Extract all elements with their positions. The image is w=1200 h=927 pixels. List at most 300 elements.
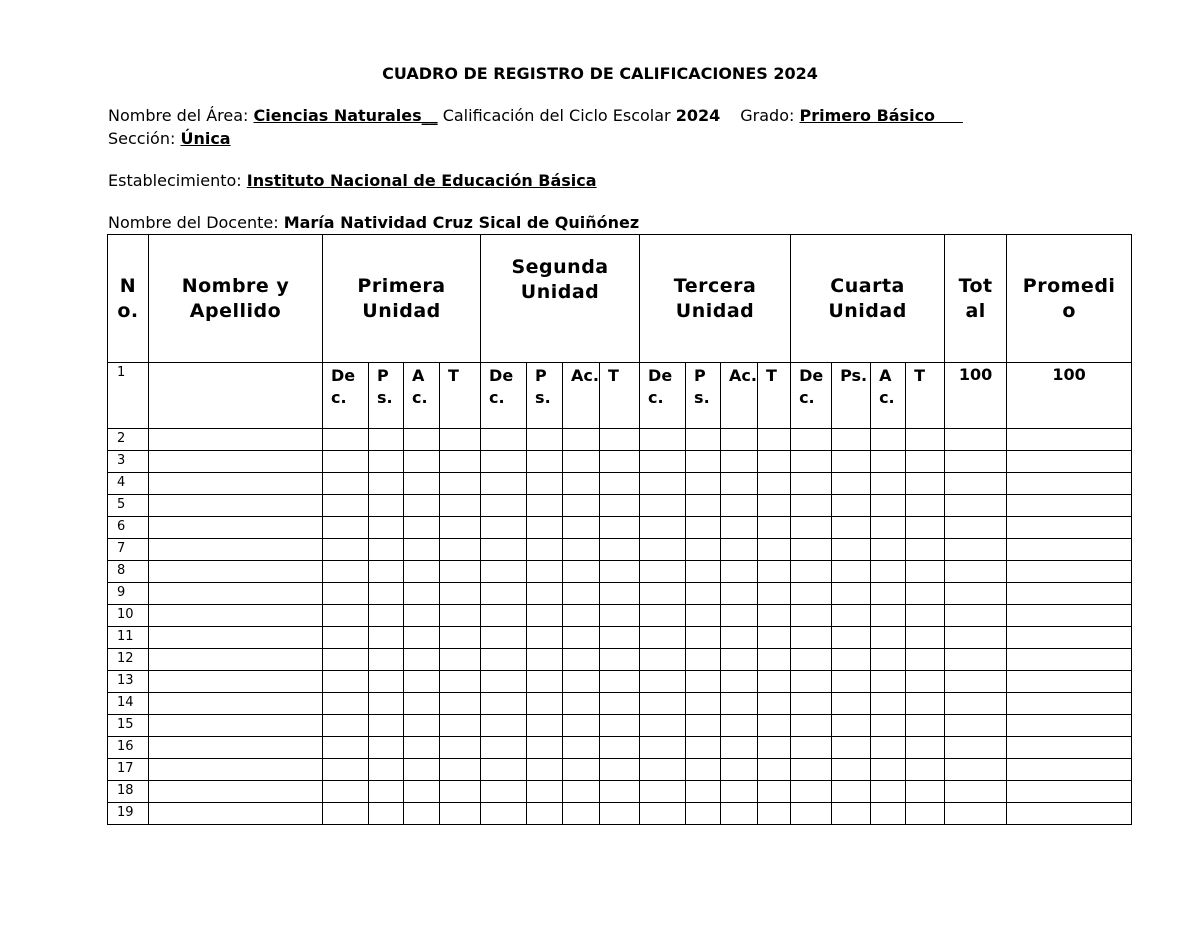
grade-cell[interactable] [600,561,640,583]
grade-cell[interactable] [563,583,600,605]
grade-cell[interactable] [945,803,1007,825]
grade-cell[interactable] [832,495,871,517]
grade-cell[interactable] [721,649,758,671]
grade-cell[interactable] [791,759,832,781]
name-cell[interactable] [149,429,323,451]
grade-cell[interactable] [404,671,440,693]
grade-cell[interactable] [404,737,440,759]
grade-cell[interactable] [686,781,721,803]
grade-cell[interactable] [600,517,640,539]
grade-cell[interactable] [527,627,563,649]
grade-cell[interactable] [600,539,640,561]
grade-cell[interactable] [832,473,871,495]
grade-cell[interactable] [832,759,871,781]
grade-cell[interactable] [686,583,721,605]
grade-cell[interactable] [1007,561,1132,583]
grade-cell[interactable] [563,561,600,583]
grade-cell[interactable] [481,803,527,825]
grade-cell[interactable] [600,693,640,715]
grade-cell[interactable] [600,451,640,473]
grade-cell[interactable] [640,803,686,825]
grade-cell[interactable] [1007,583,1132,605]
grade-cell[interactable] [686,539,721,561]
grade-cell[interactable] [758,803,791,825]
grade-cell[interactable] [640,583,686,605]
grade-cell[interactable] [369,495,404,517]
grade-cell[interactable] [600,627,640,649]
grade-cell[interactable] [323,737,369,759]
grade-cell[interactable] [945,715,1007,737]
grade-cell[interactable] [871,495,906,517]
grade-cell[interactable] [600,583,640,605]
grade-cell[interactable] [481,517,527,539]
name-cell[interactable] [149,803,323,825]
grade-cell[interactable] [791,517,832,539]
grade-cell[interactable] [440,803,481,825]
grade-cell[interactable] [791,627,832,649]
grade-cell[interactable] [1007,517,1132,539]
grade-cell[interactable] [945,561,1007,583]
grade-cell[interactable] [323,583,369,605]
grade-cell[interactable] [832,517,871,539]
grade-cell[interactable] [906,715,945,737]
grade-cell[interactable] [721,671,758,693]
grade-cell[interactable] [323,473,369,495]
grade-cell[interactable] [1007,495,1132,517]
grade-cell[interactable] [686,473,721,495]
grade-cell[interactable] [563,473,600,495]
grade-cell[interactable] [906,737,945,759]
grade-cell[interactable] [871,737,906,759]
grade-cell[interactable] [440,451,481,473]
grade-cell[interactable] [721,781,758,803]
grade-cell[interactable] [481,759,527,781]
grade-cell[interactable] [404,539,440,561]
grade-cell[interactable] [945,429,1007,451]
grade-cell[interactable] [440,583,481,605]
grade-cell[interactable] [481,473,527,495]
grade-cell[interactable] [686,495,721,517]
grade-cell[interactable] [563,671,600,693]
grade-cell[interactable] [1007,715,1132,737]
grade-cell[interactable] [600,649,640,671]
grade-cell[interactable] [906,759,945,781]
grade-cell[interactable] [481,605,527,627]
grade-cell[interactable] [906,495,945,517]
grade-cell[interactable] [369,781,404,803]
grade-cell[interactable] [563,693,600,715]
grade-cell[interactable] [404,583,440,605]
grade-cell[interactable] [481,693,527,715]
grade-cell[interactable] [871,671,906,693]
name-cell[interactable] [149,649,323,671]
grade-cell[interactable] [791,693,832,715]
grade-cell[interactable] [527,473,563,495]
grade-cell[interactable] [791,539,832,561]
grade-cell[interactable] [369,737,404,759]
grade-cell[interactable] [871,539,906,561]
grade-cell[interactable] [906,561,945,583]
grade-cell[interactable] [832,671,871,693]
grade-cell[interactable] [481,495,527,517]
grade-cell[interactable] [323,715,369,737]
grade-cell[interactable] [686,671,721,693]
grade-cell[interactable] [600,759,640,781]
grade-cell[interactable] [1007,605,1132,627]
grade-cell[interactable] [640,539,686,561]
grade-cell[interactable] [563,649,600,671]
grade-cell[interactable] [721,451,758,473]
grade-cell[interactable] [1007,429,1132,451]
name-cell[interactable] [149,473,323,495]
grade-cell[interactable] [440,561,481,583]
grade-cell[interactable] [527,781,563,803]
grade-cell[interactable] [721,539,758,561]
name-cell[interactable] [149,495,323,517]
grade-cell[interactable] [832,649,871,671]
grade-cell[interactable] [527,803,563,825]
grade-cell[interactable] [1007,759,1132,781]
grade-cell[interactable] [440,715,481,737]
name-cell[interactable] [149,781,323,803]
grade-cell[interactable] [945,495,1007,517]
grade-cell[interactable] [758,473,791,495]
grade-cell[interactable] [323,759,369,781]
grade-cell[interactable] [640,451,686,473]
grade-cell[interactable] [369,561,404,583]
grade-cell[interactable] [369,671,404,693]
grade-cell[interactable] [404,649,440,671]
grade-cell[interactable] [871,627,906,649]
grade-cell[interactable] [686,715,721,737]
grade-cell[interactable] [832,583,871,605]
name-cell[interactable] [149,539,323,561]
grade-cell[interactable] [832,715,871,737]
grade-cell[interactable] [1007,649,1132,671]
grade-cell[interactable] [527,715,563,737]
grade-cell[interactable] [758,627,791,649]
grade-cell[interactable] [440,649,481,671]
grade-cell[interactable] [404,517,440,539]
grade-cell[interactable] [758,671,791,693]
grade-cell[interactable] [686,649,721,671]
grade-cell[interactable] [563,781,600,803]
grade-cell[interactable] [404,627,440,649]
grade-cell[interactable] [440,671,481,693]
grade-cell[interactable] [323,605,369,627]
name-cell[interactable] [149,517,323,539]
name-cell[interactable] [149,583,323,605]
grade-cell[interactable] [563,715,600,737]
grade-cell[interactable] [906,473,945,495]
grade-cell[interactable] [563,627,600,649]
grade-cell[interactable] [563,803,600,825]
grade-cell[interactable] [640,495,686,517]
grade-cell[interactable] [323,649,369,671]
grade-cell[interactable] [481,781,527,803]
grade-cell[interactable] [323,517,369,539]
grade-cell[interactable] [791,561,832,583]
grade-cell[interactable] [871,649,906,671]
grade-cell[interactable] [404,429,440,451]
grade-cell[interactable] [600,737,640,759]
name-cell[interactable] [149,693,323,715]
grade-cell[interactable] [640,671,686,693]
grade-cell[interactable] [640,561,686,583]
grade-cell[interactable] [721,715,758,737]
grade-cell[interactable] [686,803,721,825]
grade-cell[interactable] [721,517,758,539]
grade-cell[interactable] [871,803,906,825]
grade-cell[interactable] [721,473,758,495]
grade-cell[interactable] [440,517,481,539]
grade-cell[interactable] [758,517,791,539]
grade-cell[interactable] [906,605,945,627]
grade-cell[interactable] [758,781,791,803]
grade-cell[interactable] [686,429,721,451]
grade-cell[interactable] [791,495,832,517]
name-cell[interactable] [149,561,323,583]
grade-cell[interactable] [906,451,945,473]
grade-cell[interactable] [871,605,906,627]
grade-cell[interactable] [481,539,527,561]
grade-cell[interactable] [906,671,945,693]
grade-cell[interactable] [1007,539,1132,561]
grade-cell[interactable] [640,693,686,715]
grade-cell[interactable] [758,583,791,605]
grade-cell[interactable] [440,473,481,495]
grade-cell[interactable] [945,781,1007,803]
name-cell[interactable] [149,715,323,737]
grade-cell[interactable] [871,781,906,803]
grade-cell[interactable] [323,451,369,473]
grade-cell[interactable] [906,803,945,825]
grade-cell[interactable] [686,451,721,473]
grade-cell[interactable] [404,495,440,517]
grade-cell[interactable] [906,627,945,649]
grade-cell[interactable] [369,429,404,451]
grade-cell[interactable] [832,781,871,803]
grade-cell[interactable] [906,517,945,539]
grade-cell[interactable] [721,429,758,451]
grade-cell[interactable] [323,539,369,561]
grade-cell[interactable] [686,517,721,539]
grade-cell[interactable] [758,649,791,671]
grade-cell[interactable] [871,693,906,715]
grade-cell[interactable] [721,627,758,649]
grade-cell[interactable] [871,429,906,451]
grade-cell[interactable] [721,583,758,605]
grade-cell[interactable] [1007,627,1132,649]
grade-cell[interactable] [369,605,404,627]
grade-cell[interactable] [906,583,945,605]
grade-cell[interactable] [600,671,640,693]
grade-cell[interactable] [791,605,832,627]
name-cell[interactable] [149,759,323,781]
grade-cell[interactable] [563,517,600,539]
grade-cell[interactable] [640,473,686,495]
grade-cell[interactable] [945,693,1007,715]
grade-cell[interactable] [481,649,527,671]
grade-cell[interactable] [686,561,721,583]
grade-cell[interactable] [563,759,600,781]
grade-cell[interactable] [721,561,758,583]
grade-cell[interactable] [600,429,640,451]
grade-cell[interactable] [404,561,440,583]
grade-cell[interactable] [369,517,404,539]
grade-cell[interactable] [832,605,871,627]
grade-cell[interactable] [791,649,832,671]
grade-cell[interactable] [440,693,481,715]
grade-cell[interactable] [563,429,600,451]
name-cell[interactable] [149,627,323,649]
grade-cell[interactable] [832,429,871,451]
grade-cell[interactable] [527,561,563,583]
grade-cell[interactable] [721,759,758,781]
grade-cell[interactable] [1007,671,1132,693]
grade-cell[interactable] [832,737,871,759]
grade-cell[interactable] [527,451,563,473]
grade-cell[interactable] [945,737,1007,759]
grade-cell[interactable] [600,803,640,825]
grade-cell[interactable] [871,473,906,495]
grade-cell[interactable] [481,561,527,583]
grade-cell[interactable] [640,715,686,737]
grade-cell[interactable] [563,737,600,759]
grade-cell[interactable] [945,473,1007,495]
grade-cell[interactable] [1007,737,1132,759]
grade-cell[interactable] [945,649,1007,671]
grade-cell[interactable] [481,627,527,649]
grade-cell[interactable] [640,737,686,759]
grade-cell[interactable] [906,693,945,715]
name-cell[interactable] [149,737,323,759]
grade-cell[interactable] [721,495,758,517]
grade-cell[interactable] [481,671,527,693]
grade-cell[interactable] [871,451,906,473]
grade-cell[interactable] [369,759,404,781]
grade-cell[interactable] [758,737,791,759]
grade-cell[interactable] [600,495,640,517]
grade-cell[interactable] [640,517,686,539]
name-cell[interactable] [149,451,323,473]
grade-cell[interactable] [791,429,832,451]
grade-cell[interactable] [404,715,440,737]
grade-cell[interactable] [758,495,791,517]
grade-cell[interactable] [871,715,906,737]
grade-cell[interactable] [369,693,404,715]
grade-cell[interactable] [686,759,721,781]
grade-cell[interactable] [832,451,871,473]
grade-cell[interactable] [791,715,832,737]
grade-cell[interactable] [758,693,791,715]
grade-cell[interactable] [1007,693,1132,715]
grade-cell[interactable] [369,627,404,649]
grade-cell[interactable] [440,781,481,803]
grade-cell[interactable] [721,737,758,759]
grade-cell[interactable] [369,649,404,671]
grade-cell[interactable] [945,583,1007,605]
grade-cell[interactable] [323,495,369,517]
grade-cell[interactable] [1007,451,1132,473]
grade-cell[interactable] [721,605,758,627]
grade-cell[interactable] [906,781,945,803]
grade-cell[interactable] [323,803,369,825]
grade-cell[interactable] [404,803,440,825]
grade-cell[interactable] [369,803,404,825]
grade-cell[interactable] [527,539,563,561]
grade-cell[interactable] [640,429,686,451]
grade-cell[interactable] [791,737,832,759]
grade-cell[interactable] [527,495,563,517]
grade-cell[interactable] [1007,781,1132,803]
grade-cell[interactable] [906,429,945,451]
grade-cell[interactable] [527,693,563,715]
grade-cell[interactable] [527,429,563,451]
grade-cell[interactable] [832,627,871,649]
grade-cell[interactable] [686,627,721,649]
grade-cell[interactable] [791,781,832,803]
grade-cell[interactable] [791,671,832,693]
grade-cell[interactable] [686,737,721,759]
grade-cell[interactable] [1007,473,1132,495]
grade-cell[interactable] [481,737,527,759]
grade-cell[interactable] [871,583,906,605]
grade-cell[interactable] [871,561,906,583]
grade-cell[interactable] [945,451,1007,473]
grade-cell[interactable] [600,473,640,495]
grade-cell[interactable] [404,693,440,715]
grade-cell[interactable] [440,495,481,517]
grade-cell[interactable] [404,451,440,473]
grade-cell[interactable] [832,561,871,583]
grade-cell[interactable] [945,605,1007,627]
grade-cell[interactable] [945,759,1007,781]
grade-cell[interactable] [758,605,791,627]
grade-cell[interactable] [945,539,1007,561]
grade-cell[interactable] [906,649,945,671]
grade-cell[interactable] [481,583,527,605]
grade-cell[interactable] [481,715,527,737]
grade-cell[interactable] [440,539,481,561]
grade-cell[interactable] [758,715,791,737]
grade-cell[interactable] [1007,803,1132,825]
grade-cell[interactable] [527,671,563,693]
grade-cell[interactable] [640,605,686,627]
grade-cell[interactable] [758,429,791,451]
grade-cell[interactable] [758,451,791,473]
name-cell[interactable] [149,671,323,693]
grade-cell[interactable] [871,759,906,781]
grade-cell[interactable] [640,649,686,671]
grade-cell[interactable] [640,759,686,781]
grade-cell[interactable] [440,737,481,759]
grade-cell[interactable] [686,693,721,715]
grade-cell[interactable] [791,451,832,473]
grade-cell[interactable] [481,429,527,451]
grade-cell[interactable] [323,693,369,715]
grade-cell[interactable] [758,539,791,561]
grade-cell[interactable] [404,781,440,803]
grade-cell[interactable] [945,517,1007,539]
grade-cell[interactable] [791,473,832,495]
grade-cell[interactable] [563,539,600,561]
grade-cell[interactable] [832,803,871,825]
grade-cell[interactable] [404,759,440,781]
grade-cell[interactable] [791,583,832,605]
grade-cell[interactable] [440,429,481,451]
grade-cell[interactable] [563,495,600,517]
